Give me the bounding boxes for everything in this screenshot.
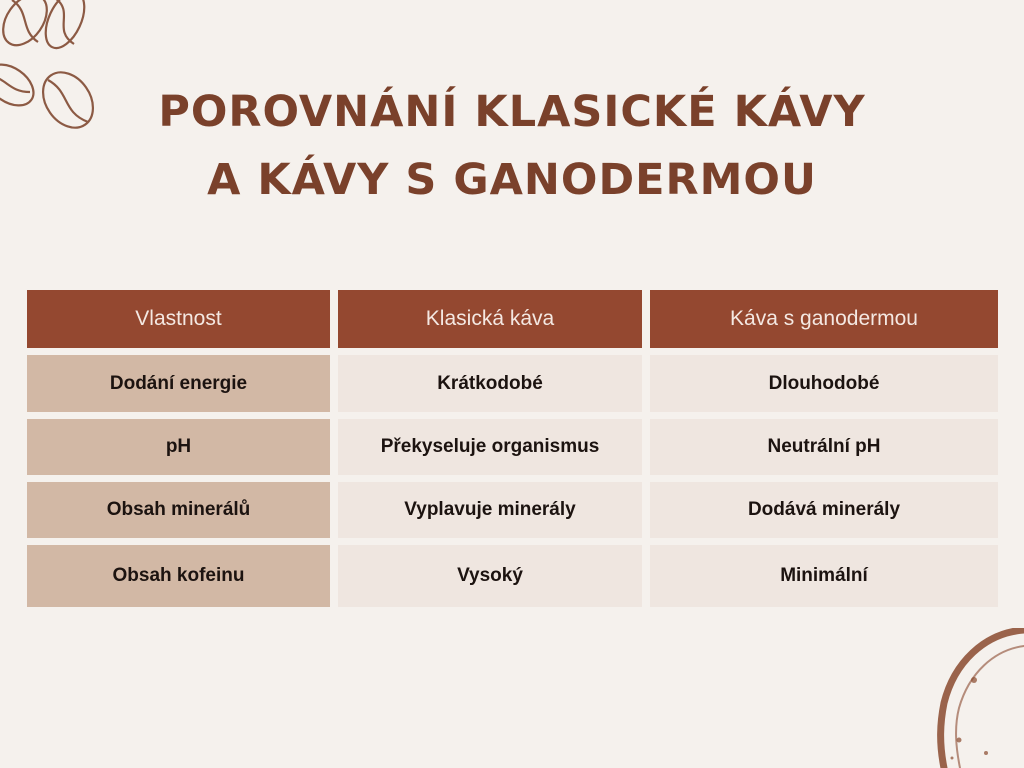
cell-ganoderma-caffeine: Minimální — [650, 545, 998, 607]
cell-ganoderma-ph: Neutrální pH — [650, 419, 998, 475]
page-title — [0, 78, 1024, 214]
table-header-ganoderma-coffee: Káva s ganodermou — [650, 290, 998, 348]
row-label-energy: Dodání energie — [27, 355, 330, 412]
table-header-property: Vlastnost — [27, 290, 330, 348]
cell-ganoderma-energy: Dlouhodobé — [650, 355, 998, 412]
cell-classic-caffeine: Vysoký — [338, 545, 642, 607]
table-header-classic-coffee: Klasická káva — [338, 290, 642, 348]
title-line-2: A KÁVY S GANODERMOU — [207, 155, 817, 205]
cell-classic-energy: Krátkodobé — [338, 355, 642, 412]
comparison-table — [27, 290, 998, 607]
row-label-caffeine: Obsah kofeinu — [27, 545, 330, 607]
cell-classic-ph: Překyseluje organismus — [338, 419, 642, 475]
row-label-minerals: Obsah minerálů — [27, 482, 330, 538]
cell-classic-minerals: Vyplavuje minerály — [338, 482, 642, 538]
coffee-stain-icon — [914, 628, 1024, 768]
cell-ganoderma-minerals: Dodává minerály — [650, 482, 998, 538]
title-line-1: POROVNÁNÍ KLASICKÉ KÁVY — [158, 87, 866, 137]
row-label-ph: pH — [27, 419, 330, 475]
